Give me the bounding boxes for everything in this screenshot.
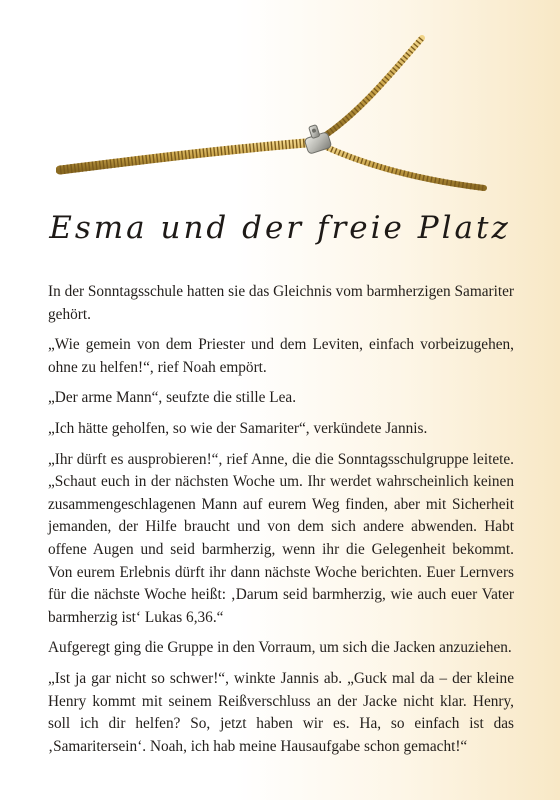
- page-title: Esma und der freie Platz: [49, 210, 511, 246]
- paragraph: In der Sonntagsschule hatten sie das Gleichnis vom barmherzigen Samariter gehört.: [48, 283, 514, 323]
- story-text: [48, 281, 514, 766]
- paragraph: „Ihr dürft es ausprobieren!“, rief Anne, die die Sonntagsschulgruppe leitete. „Schaut euch in der nächsten Woche um. Ihr werdet wahrscheinlich keinen zusammengeschlagenen Mann auf eurem Weg finden, aber mit Sicherheit jemanden, der Hilfe braucht und von dem sich andere abwenden. Habt offene Augen und seid barmherzig, wenn ihr die Gelegenheit bekommt. Von eurem Erlebnis dürft ihr dann nächste Woche berichten. Euer Lernvers für die nächste Woche heißt: ‚Darum seid barmherzig, wie auch euer Vater barmherzig ist‘ Lukas 6,36.“: [48, 450, 514, 626]
- paragraph: Aufgeregt ging die Gruppe in den Vorraum, um sich die Jacken anzuziehen.: [48, 639, 512, 657]
- zipper-icon: [56, 32, 496, 202]
- paragraph: „Wie gemein von dem Priester und dem Leviten, einfach vorbeizugehen, ohne zu helfen!“, rief Noah empört.: [48, 336, 514, 376]
- paragraph: „Der arme Mann“, seufzte die stille Lea.: [48, 389, 297, 407]
- paragraph: „Ich hätte geholfen, so wie der Samariter“, verkündete Jannis.: [48, 419, 428, 437]
- paragraph: „Ist ja gar nicht so schwer!“, winkte Jannis ab. „Guck mal da – der kleine Henry kommt mit seinem Reißverschluss an der Jacke nicht klar. Henry, soll ich dir helfen? So, jetzt haben wir es. Ha, so einfach ist das ‚Samaritersein‘. Noah, ich hab meine Hausaufgabe schon gemacht!“: [48, 669, 514, 755]
